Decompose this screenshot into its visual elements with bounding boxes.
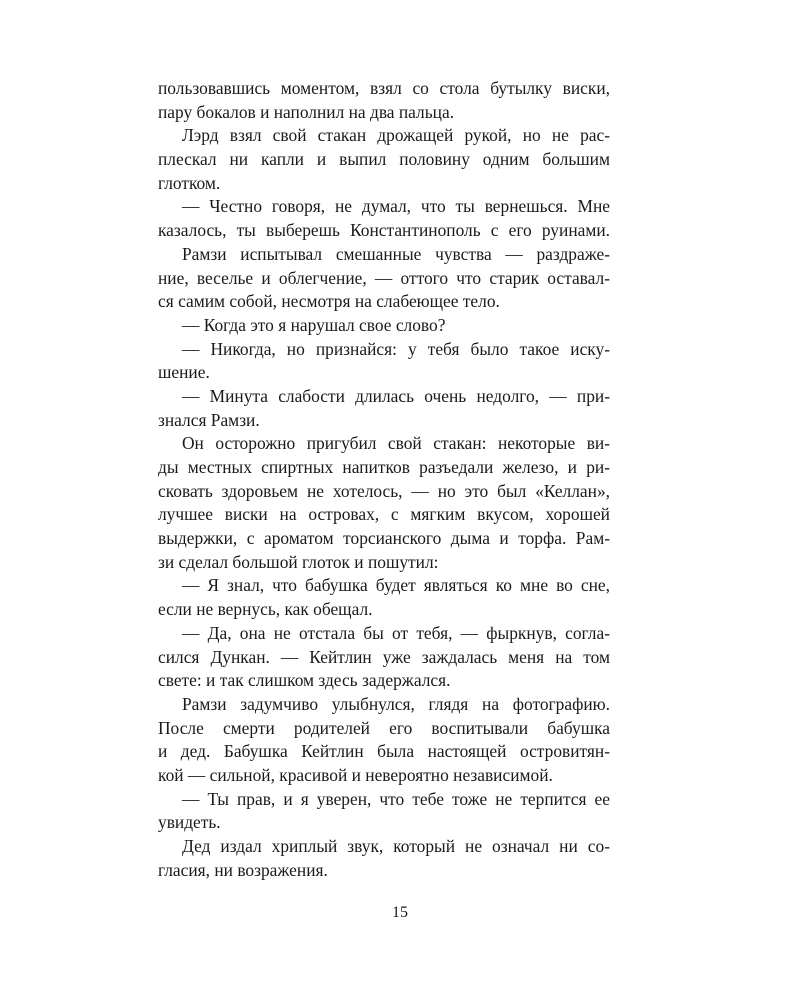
text-line-25: сился Дункан. — Кейтлин уже заждалась меня на том: [158, 646, 610, 667]
text-line-19: лучшее виски на островах, с мягким вкусом, хорошей: [158, 504, 610, 525]
text-line-15: знался Рамзи.: [158, 409, 260, 430]
text-line-16: Он осторожно пригубил свой стакан: некоторые ви-: [182, 433, 610, 454]
text-line-26: свете: и так слишком здесь задержался.: [158, 670, 451, 691]
text-line-13: шение.: [158, 362, 210, 383]
text-line-1: пользовавшись моментом, взял со стола бутылку виски,: [158, 78, 610, 98]
text-line-21: зи сделал большой глоток и пошутил:: [158, 551, 439, 572]
text-line-8: Рамзи испытывал смешанные чувства — раздраже-: [182, 243, 610, 264]
text-line-3: Лэрд взял свой стакан дрожащей рукой, но не рас-: [182, 125, 610, 146]
text-line-20: выдержки, с ароматом торсианского дыма и торфа. Рам-: [158, 528, 610, 549]
text-line-7: казалось, ты выберешь Константинополь с его руинами.: [158, 220, 610, 241]
text-line-34: гласия, ни возражения.: [158, 859, 328, 880]
text-line-31: — Ты прав, и я уверен, что тебе тоже не терпится ее: [182, 788, 610, 809]
text-line-27: Рамзи задумчиво улыбнулся, глядя на фотографию.: [182, 693, 610, 714]
text-line-23: если не вернусь, как обещал.: [158, 599, 373, 620]
text-line-29: и дед. Бабушка Кейтлин была настоящей островитян-: [158, 741, 610, 762]
page-number: 15: [392, 904, 408, 921]
text-line-17: ды местных спиртных напитков разъедали железо, и ри-: [158, 457, 610, 477]
text-line-33: Дед издал хриплый звук, который не означал ни со-: [182, 836, 610, 856]
text-line-10: ся самим собой, несмотря на слабеющее тело.: [158, 291, 500, 312]
text-line-2: пару бокалов и наполнил на два пальца.: [158, 101, 455, 122]
text-line-12: — Никогда, но признайся: у тебя было такое иску-: [182, 338, 610, 359]
text-line-28: После смерти родителей его воспитывали бабушка: [158, 717, 610, 738]
text-line-4: плескал ни капли и выпил половину одним большим: [158, 149, 610, 170]
text-line-9: ние, веселье и облегчение, — оттого что старик оставал-: [158, 267, 610, 288]
text-line-30: кой — сильной, красивой и невероятно независимой.: [158, 764, 553, 785]
text-line-32: увидеть.: [158, 812, 221, 833]
text-line-5: глотком.: [158, 172, 221, 193]
text-line-14: — Минута слабости длилась очень недолго, — при-: [182, 385, 610, 406]
text-line-6: — Честно говоря, не думал, что ты вернешься. Мне: [182, 196, 610, 217]
text-line-24: — Да, она не отстала бы от тебя, — фыркнув, согла-: [182, 622, 610, 643]
text-line-22: — Я знал, что бабушка будет являться ко мне во сне,: [182, 575, 610, 596]
text-line-18: сковать здоровьем не хотелось, — но это был «Келлан»,: [158, 480, 610, 501]
text-line-11: — Когда это я нарушал свое слово?: [182, 314, 446, 335]
page-body-text: [158, 77, 610, 882]
